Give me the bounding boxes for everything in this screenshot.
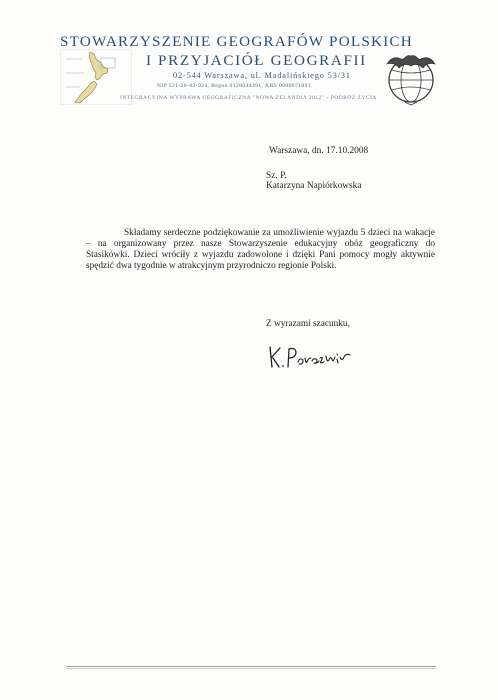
expedition-tagline: INTEGRACYJNA WYPRAWA GEOGRAFICZNA "NOWA ZELANDIA 2012" - PODRÓŻ ŻYCIA xyxy=(120,95,377,101)
footer-divider-shadow xyxy=(66,668,436,669)
place-date: Warszawa, dn. 17.10.2008 xyxy=(269,146,369,156)
organization-name-line2: I PRZYJACIÓŁ GEOGRAFII xyxy=(146,52,367,69)
handwritten-signature xyxy=(266,343,354,371)
closing-phrase: Z wyrazami szacunku, xyxy=(266,319,350,329)
recipient-name: Katarzyna Napiórkowska xyxy=(266,181,362,191)
globe-eagle-emblem-icon xyxy=(383,50,439,106)
recipient-salutation: Sz. P. xyxy=(266,171,287,181)
letter-body-text: Składamy serdeczne podziękowanie za umożliwienie wyjazdu 5 dzieci na wakacje – na organizowany przez nasze Stowarzyszenie edukacyjny obóz geograficzny do Stasikówki. Dzieci wróciły z wyjazdu zadowolone i dzięki Pani pomocy mogły aktywnie spędzić dwa tygodnie w atrakcyjnym przyrodniczo regionie Polski. xyxy=(86,228,435,271)
organization-name-line1: STOWARZYSZENIE GEOGRAFÓW POLSKICH xyxy=(60,33,413,50)
organization-registration: NIP 521-28-03-924, Regon 0128044491, KRS 0000071891 xyxy=(157,83,311,89)
organization-address: 02-544 Warszawa, ul. Madalińskiego 53/31 xyxy=(173,71,351,80)
letter-body xyxy=(86,228,435,272)
